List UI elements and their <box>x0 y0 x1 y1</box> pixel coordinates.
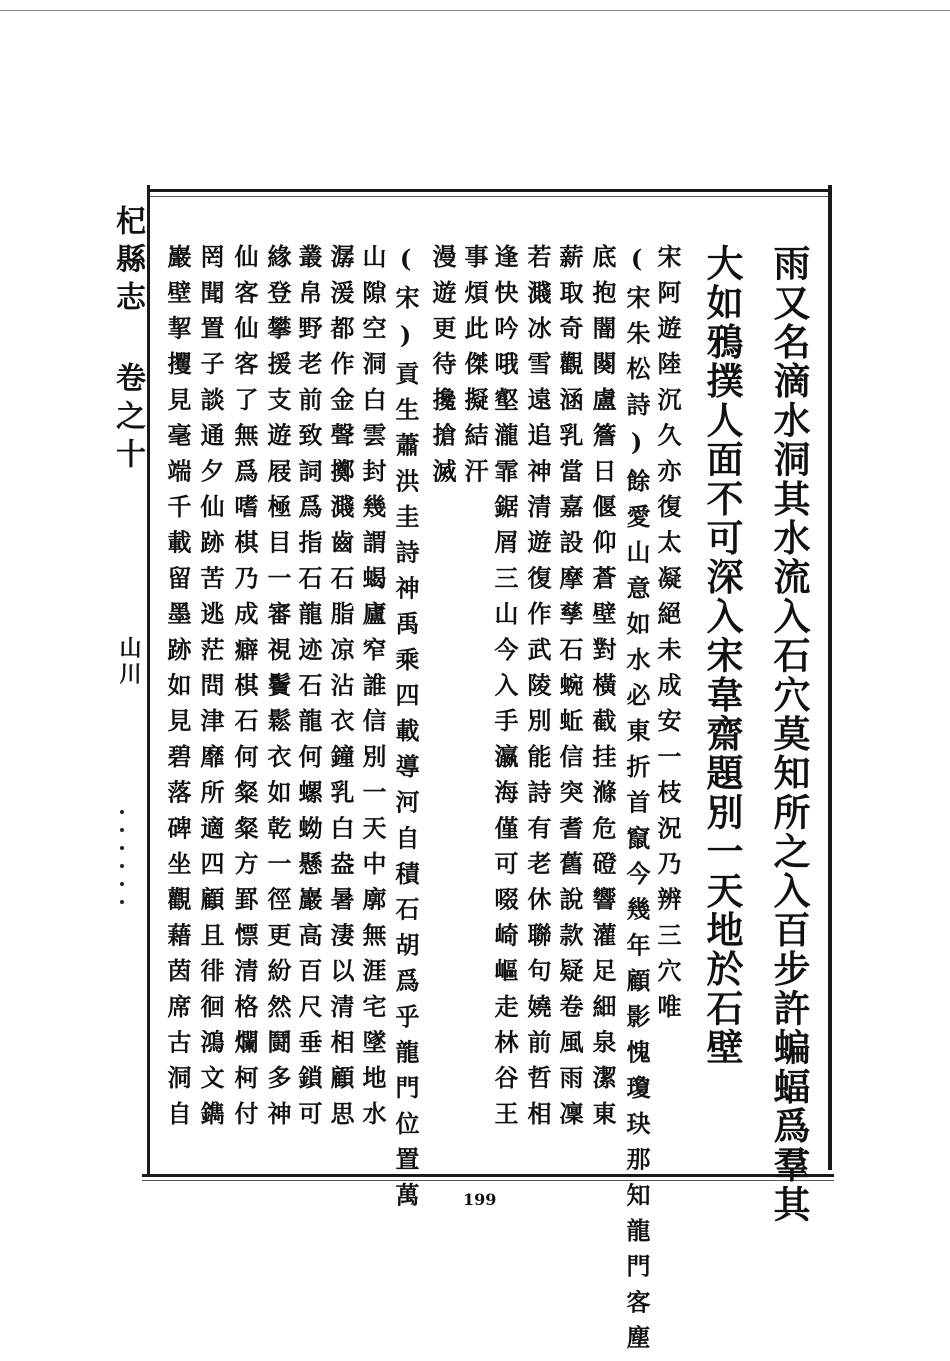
text-column-7: 若濺冰雪遠追神清遊復作武陵別能詩有老休聯句嬈前哲相 <box>523 244 552 1137</box>
text-column-12: 山隙空洞白雲封幾謂蝎廬窄誰信別一天中廓無涯宅墜地水 <box>358 244 387 1137</box>
page-number: 199 <box>463 1190 497 1209</box>
top-border-line <box>0 10 950 11</box>
text-column-4: (宋朱松詩)餘愛山意如水必東折首竄今幾年顧影愧瓊玦那知龍門客塵 <box>622 244 651 1361</box>
text-column-13: 潺湲都作金聲擲濺齒石脂凉沾衣鐘乳白盎暑淒以清相顧思 <box>326 244 355 1137</box>
frame-top-rule <box>150 189 828 192</box>
text-column-11: (宋)貢生蕭洪圭詩神禹乘四載導河自積石胡爲乎龍門位置萬 <box>391 244 420 1218</box>
text-column-14: 叢帛野老前致詞爲指石龍迹石龍何螺蚴懸巖高百尺垂鎖可 <box>294 244 323 1137</box>
text-column-3: 宋阿遊陸沉久亦復太凝絕未成安一枝況乃辨三穴唯 <box>653 244 682 1030</box>
text-column-8: 逢快吟哦壑瀧霏鋸屑三山今入手瀛海僅可啜崎嶇走林谷王 <box>490 244 519 1137</box>
frame-left-rule <box>147 185 150 1175</box>
text-column-17: 罔聞置子談通夕仙跡苦逃茫問津靡所適四顧且徘徊鴻文鐫 <box>196 244 225 1137</box>
text-column-9: 事煩此傑擬結汗 <box>460 244 489 494</box>
text-column-5: 底抱闇闋盧簷日偃仰蒼壁對橫截挂滌危磴響灌足細泉潔東 <box>588 244 617 1137</box>
text-column-10: 漫遊更待攙搶滅 <box>428 244 457 494</box>
text-column-15: 緣登攀援支遊屐極目一審視鬢鬆衣如乾一徑更紛然鬪多神 <box>263 244 292 1137</box>
frame-top-inner-rule <box>150 196 828 197</box>
gutter-title: 杞縣志 卷之十 <box>110 205 145 476</box>
frame-bottom-inner-rule <box>142 1180 834 1181</box>
text-column-1: 雨又名滴水洞其水流入石穴莫知所之入百步許蝙蝠爲羣其 <box>767 244 811 1224</box>
text-column-16: 仙客仙客了無爲嗜棋乃成癖棋石何粲粲方罫慓清格爛柯付 <box>230 244 259 1137</box>
frame-bottom-rule <box>142 1174 834 1177</box>
text-column-6: 薪取奇觀涵乳當嘉設摩孳石蜿蚯信突耆舊說款疑卷風雨凜 <box>555 244 584 1137</box>
text-column-18: 巖壁挈攫見毫端千載留墨跡如見碧落碑坐觀藉茵席古洞自 <box>163 244 192 1137</box>
text-column-2: 大如鴉撲人面不可深入宋韋齋題別一天地於石壁 <box>700 244 744 1068</box>
frame-right-rule <box>828 185 832 1170</box>
gutter-section: 山川 <box>116 636 142 688</box>
gutter-dots <box>120 810 140 910</box>
